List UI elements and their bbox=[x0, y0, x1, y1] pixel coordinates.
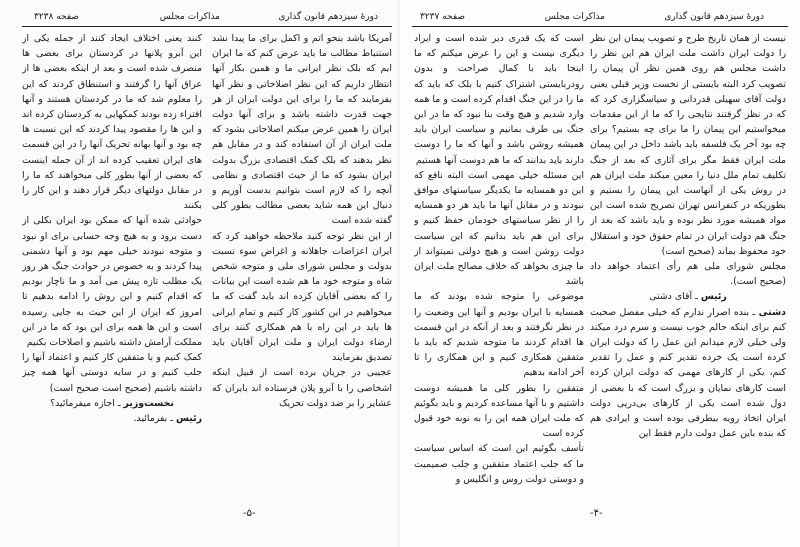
speech: ـ اجازه میفرمائید؟ bbox=[50, 397, 121, 409]
paragraph: موضوعی را متوجه شده بودند که ما همسایه با ایران بودیم و آنها این وضعیت را در نظر نگرفتند و بعد از آنکه در این قسمت ها اقدام کردند ما متوجه شدیم که باید با متفقین همکاری کنیم و این همکاری را تا آخر ادامه بدهیم bbox=[414, 291, 584, 379]
column-right bbox=[590, 31, 786, 491]
paragraph: از این نظر توجه کنید ملاحظه خواهید کرد که ایران اعزاضات جاهلانه و اغراض سوء نسبت بدولت و مجلس شورای ملی و متوجه شخص شاه و متوجه خود ما هم شده است این بیانات را که بعضی آقایان کرده اند باید گفت که ما میخواهیم در این کشور کار کنیم و تمام ایرانی ها باید در این راه با هم همکاری کنند برای ارضاء دولت ایران و ملت ایران آقایان باید تصدیق بفرمایند bbox=[212, 230, 392, 364]
column-left bbox=[414, 31, 584, 491]
header-rule bbox=[22, 26, 392, 27]
paragraph: آمریکا باشد بنحو اتم و اکمل برای ما پیدا نشد استنباط مطالب ما باید عرض کنم که ما ایران ایم که بلک نظر ایرانی ما و همین بکار آنها انتظار داریم که این نظر اصلاحاتی و نظر آنها بفرمایند که ما را برای این دولت ایران از هر جهت قدرت داشته باشد و برای آنها دولت ایران را همین عرض میکنم اصلاحاتی بشود که ملت ایران از آن استفاده کند و در مقابل هم نظر بدهند که بلک کمک اقتصادی بزرگ بدولت ایران بشود که ما از حیث اقتصادی و نظامی آنچه را که لازم است بتوانیم بدست آوریم و دنبال این همه شاید بعضی مطالب بطور کلی گفته شده است bbox=[212, 33, 392, 227]
column-right bbox=[212, 31, 392, 491]
speech: ـ بنده اصرار ندارم که خیلی مفصل صحبت کنم برای اینکه حالم خوب نیست و سرم درد میکند ولی خیلی لازم میدانم این عمل را که دولت ایران کرده است یک خرده تقدیر کنم و عمل را تقدیر کنم، یکی از کارهای مهمی که دولت ایران کرده است کارهای نمایان و بزرگ است که با بعضی از دول شده است یکی از کارهای بی‌درپی دولت ایران اتخاذ رویه بیطرفی بوده است و ایرادی هم که بنده باین عمل دولت دارم فقط این bbox=[590, 306, 786, 440]
paragraph: کنند یعنی اختلاف ایجاد کنند از جمله یکی از این آبرو پلانها در کردستان برای بعضی ها منصرف شده است و بعد از اینکه بعضی ها از عراق آنها را گرفتند و استنطاق کردند که این را معلوم شد که ما در کردستان هستند و آنها افتراء زده بودند کمکهایی به کردستان کرده اند و این ها را مقصود پیدا کردند که این نسبت ها چه بود و آنها بهانه تحریک آنها را در این قسمت های ایران تعقیب کرده اند از آن جمله اینست که بعضی از آنها بطور کلی میخواهند که ما را در مقابل دولتهای دیگر قرار دهند و این کار را بکنند bbox=[22, 33, 202, 212]
page-footer-number: -۴- bbox=[590, 508, 603, 519]
header-rule bbox=[412, 26, 788, 27]
header-page-number: صفحه ۳۲۳۷ bbox=[420, 12, 466, 22]
header-series: دورهٔ سیزدهم قانون گذاری bbox=[664, 12, 764, 22]
column-left bbox=[22, 31, 202, 491]
paragraph: عجیبی در جریان برده است از قبیل اینکه اشخاصی را با آبرو پلان فرستاده اند بایران که عشایر را بر ضد دولت تحریک bbox=[212, 367, 392, 409]
page-header bbox=[400, 12, 800, 26]
paragraph: مجلس شورای ملی هم رأی اعتماد خواهد داد (صحیح است). bbox=[590, 261, 786, 288]
speaker-line bbox=[590, 305, 786, 442]
speaker-line bbox=[22, 411, 202, 426]
speaker-name: نخست‌وزیر bbox=[123, 397, 174, 409]
paragraph: نیست از همان تاریخ طرح و تصویب پیمان این نظر را دولت ایران داشت ملت ایران هم این نظر را داشت مجلس هم روی همین نظر آن پیمان را تصویب کرد البته بایستی از نخست وزیر قبلی یعنی دولت آقای سهیلی قدردانی و سپاسگزاری کرد که که در نظر گرفتند نتایجی را که ما از این مقدمات میخواستیم این پیمان را ما برای چه بستیم؟ برای چه بود آخر یک فلسفه باید باشد داخل در این پیمان ملت ایران فقط مگر برای آثاری که بعد از جنگ تکلیف تمام ملل دنیا را معین میکند ملت ایران هم در روش یکی از آنهاست این پیمان را بستیم و بطوریکه در کنفرانس تهران تصریح شده است این مواد همیشه مورد نظر بوده و باید باشد که بعد از جنگ هم دولت ایران در تمام حقوق خود و استقلال خود محفوظ بماند (صحیح است) bbox=[590, 33, 786, 257]
speech: ـ آقای دشتی bbox=[649, 291, 698, 303]
header-page-number: صفحه ۳۲۳۸ bbox=[34, 12, 80, 22]
paragraph: متفقین را بطور کلی ما همیشه دوست داشتیم و با آنها مساعده کردیم و باید بگوئیم که ملت ایران همه این را به نوبه خود قبول کرده است bbox=[414, 382, 584, 440]
paragraph: کمک کنیم و با متفقین کار کنیم و اعتماد آنها را جلب کنیم و در سایه دوستی آنها همه چیز داشته باشیم (صحیح است صحیح است) bbox=[22, 352, 202, 394]
speaker-name: دشتی bbox=[758, 306, 786, 318]
header-series: دورهٔ سیزدهم قانون گذاری bbox=[278, 12, 378, 22]
paragraph: تأسف بگوئیم این است که اساس سیاست ما که جلب اعتماد متفقین و جلب صمیمیت و دوستی دولت روس و انگلیس و bbox=[414, 443, 584, 485]
speaker-name: رئیس bbox=[700, 291, 727, 303]
paragraph: این مسئله خیلی مهمی است البته نافع که این دو همسایه ما یکدیگر سیاستهای موافق نبودند و در مقابل آنها ما باید هر دو همسایه را از نظر سیاستهای خودمان حفظ کنیم و برای این هم باید بدانیم که این سیاست دولت روشن است و هیچ دولتی نمیتواند از ما چیزی بخواهد که خلاف مصالح ملت ایران باشد bbox=[414, 169, 584, 288]
page-header bbox=[0, 12, 400, 26]
right-page bbox=[400, 0, 800, 547]
speaker-line bbox=[22, 396, 202, 411]
paragraph: است که یک قدری دیر شده است و ایراد دیگری نیست و این را عرض میکنم که ما اینجا باید با کمال صراحت و بدون رودربایستی اشتراک کنیم با بلک که باید که ما را در این جنگ اقدام کرده است و ما همه وارد شدیم و هیچ وقت بنا نبود که ما در این جنگ بی طرف بمانیم و سیاست ایران باید همیشه روشن باشد و آنها که ما را دوست دارند باید بدانند که ما هم دوست آنها هستیم bbox=[414, 33, 584, 166]
speaker-line bbox=[590, 289, 786, 304]
header-title: مذاکرات مجلس bbox=[544, 12, 605, 22]
paragraph: حوادثی شده آنها که ممکن بود ایران بکلی از دست برود و به هیچ وجه حسابی برای او نبود و متوجه نبودند خیلی مهم بود و آنها دشمنی پیدا کردند و به خصوص در حوادث جنگ هر روز یک مطلب تازه پیش می آمد و ما ناچار بودیم که اقدام کنیم و این روش را ادامه بدهیم تا امروز که ایران از این حیث به جایی رسیده است و این ها همه برای این بود که ما در این مملکت آرامش داشته باشیم و اصلاحات بکنیم bbox=[22, 215, 202, 349]
header-title: مذاکرات مجلس bbox=[159, 12, 220, 22]
speech: ـ بفرمائید. bbox=[133, 413, 174, 425]
speaker-name: رئیس bbox=[176, 413, 202, 425]
page-footer-number: -۵- bbox=[243, 508, 256, 519]
